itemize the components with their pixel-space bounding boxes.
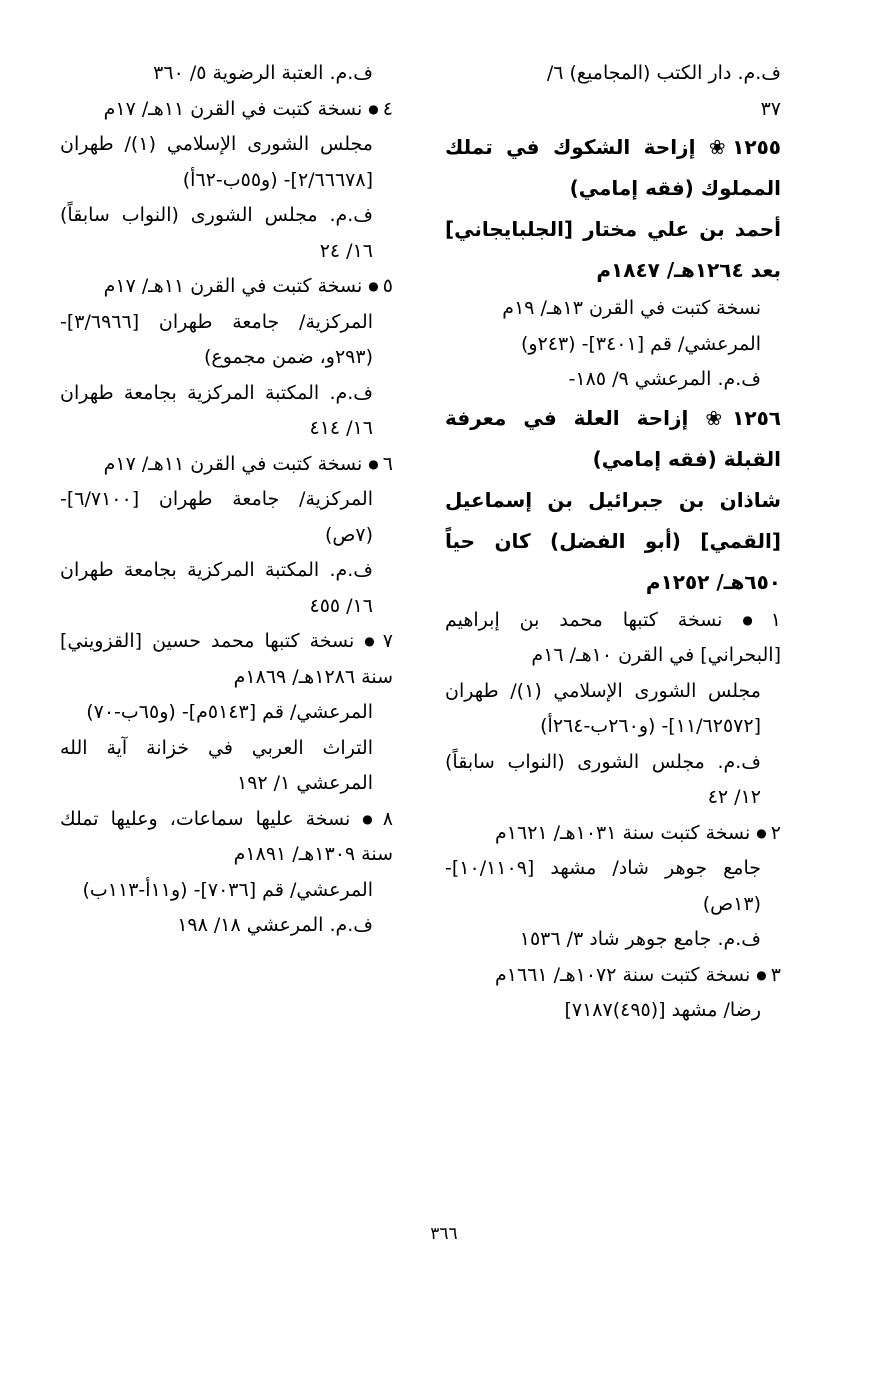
bullet-icon: ● [368,101,379,116]
catalog-reference-continuation: ٣٧ [760,97,781,120]
item-number: ٤ [382,97,393,120]
item-line: جامع جوهر شاد/ مشهد [١٠/١١٠٩]- (١٣ص) [445,857,761,915]
manuscript-item-5 [60,269,393,447]
item-line: مجلس الشورى الإسلامي (١)/ طهران [٢/٦٦٦٧٨]- (و٥٥ب-٦٢أ) [60,133,373,191]
item-line: ف.م. المكتبة المركزية بجامعة طهران ١٦/ ٤١٤ [60,381,373,439]
entry-1255-manuscript [445,291,781,398]
manuscript-item-6 [60,447,393,625]
item-line: المرعشي/ قم [٥١٤٣م]- (و٦٥ب-٧٠) [86,701,373,723]
item-line: ف.م. المكتبة المركزية بجامعة طهران ١٦/ ٤٥٥ [60,559,373,617]
item-line: نسخة كتبها محمد حسين [القزويني] سنة ١٢٨٦هـ/ ١٨٦٩م [60,630,393,688]
item-line: المرعشي/ قم [٧٠٣٦]- (و١١أ-١١٣ب) [82,878,373,901]
entry-1256-author: شاذان بن جبرائيل بن إسماعيل [القمي] (أبو الفضل) كان حياً ٦٥٠هـ/ ١٢٥٢م [445,487,781,594]
item-number: ٥ [382,275,393,297]
catalog-reference: ف.م. العتبة الرضوية ٥/ ٣٦٠ [153,62,373,84]
item-line: ف.م. مجلس الشورى (النواب سابقاً) ١٢/ ٤٢ [445,750,761,808]
item-line: المركزية/ جامعة طهران [٦/٧١٠٠]- (٧ص) [60,488,373,546]
item-line: التراث العربي في خزانة آية الله المرعشي ١/ ١٩٢ [60,736,373,794]
manuscript-location: المرعشي/ قم [٣٤٠١]- (٢٤٣و) [520,332,761,355]
item-number: ٦ [382,452,393,475]
entry-1255-title: ١٢٥٥❀ إزاحة الشكوك في تملك المملوك (فقه إمامي) [445,135,781,200]
item-line: نسخة كتبت في القرن ١١هـ/ ١٧م [103,452,363,475]
bullet-icon: ● [368,456,379,471]
bullet-icon: ● [368,279,379,293]
item-number: ٣ [770,963,781,986]
item-line: المركزية/ جامعة طهران [٣/٦٩٦٦]- (٢٩٣و، ضمن مجموع) [60,310,373,368]
bullet-icon: ● [756,967,767,982]
manuscript-date: نسخة كتبت في القرن ١٣هـ/ ١٩م [502,297,761,319]
manuscript-item-1 [445,603,781,816]
catalog-reference [445,56,781,127]
bullet-icon: ● [360,634,379,648]
item-line: نسخة عليها سماعات، وعليها تملك سنة ١٣٠٩هـ/ ١٨٩١م [60,807,393,865]
manuscript-item-4 [60,92,393,270]
item-line: نسخة كتبت في القرن ١١هـ/ ١٧م [103,275,363,297]
item-line: رضا/ مشهد [(٤٩٥)٧١٨٧] [564,999,761,1021]
manuscript-item-8 [60,802,393,944]
manuscript-catalog-ref: ف.م. المرعشي ٩/ ١٨٥- [568,368,761,390]
right-column [445,56,781,1029]
item-number: ٧ [382,630,393,652]
bullet-icon: ● [356,811,379,826]
item-line: ف.م. المرعشي ١٨/ ١٩٨ [177,914,373,936]
manuscript-item-3 [445,958,781,1029]
item-line: ف.م. مجلس الشورى (النواب سابقاً) ١٦/ ٢٤ [60,204,373,262]
item-line: نسخة كتبت في القرن ١١هـ/ ١٧م [103,97,363,120]
item-line: مجلس الشورى الإسلامي (١)/ طهران [١١/٦٢٥٧٢]- (و٢٦٠ب-٢٦٤أ) [445,679,761,737]
item-line: ف.م. جامع جوهر شاد ٣/ ١٥٣٦ [519,928,761,950]
bullet-icon: ● [756,825,767,840]
manuscript-item-2 [445,816,781,958]
manuscript-item-7 [60,624,393,802]
page-number: ٣٦٦ [430,1224,458,1244]
entry-1256-title: ١٢٥٦❀ إزاحة العلة في معرفة القبلة (فقه إمامي) [445,405,781,471]
item-number: ١ [770,608,781,631]
entry-1255-author: أحمد بن علي مختار [الجلبايجاني] بعد ١٢٦٤هـ/ ١٨٤٧م [445,217,781,282]
left-column [60,56,393,944]
item-number: ٨ [382,807,393,830]
item-line: نسخة كتبت سنة ١٠٧٢هـ/ ١٦٦١م [495,963,751,986]
item-number: ٢ [770,821,781,844]
item-line: نسخة كتبت سنة ١٠٣١هـ/ ١٦٢١م [495,821,751,844]
catalog-reference-text: ف.م. دار الكتب (المجاميع) ٦/ [546,62,781,84]
bullet-icon: ● [728,612,767,627]
item-line: نسخة كتبها محمد بن إبراهيم [البحراني] في القرن ١٠هـ/ ١٦م [445,608,781,666]
